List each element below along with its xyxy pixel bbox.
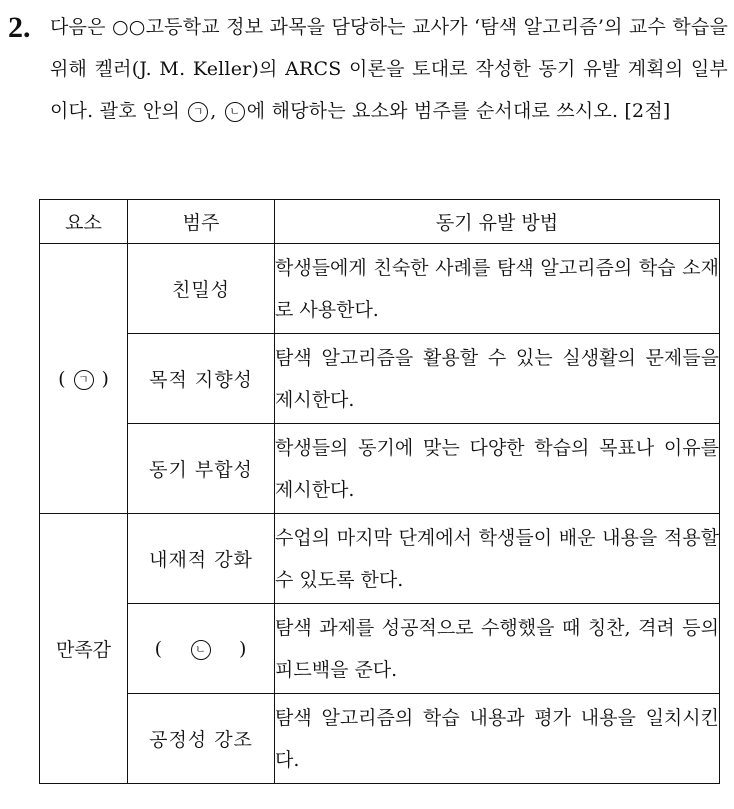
circled-mark-b: ㄴ	[225, 102, 245, 122]
category-cell: 내재적 강화	[128, 514, 275, 604]
paren-close: )	[101, 367, 109, 390]
question-block	[8, 6, 734, 132]
header-method: 동기 유발 방법	[275, 200, 720, 244]
method-cell: 탐색 알고리즘의 학습 내용과 평가 내용을 일치시킨다.	[275, 694, 720, 784]
table-header-row	[40, 200, 720, 244]
circled-mark-b: ㄴ	[191, 640, 211, 660]
paren-open: (	[154, 637, 163, 660]
question-text-part1: 다음은 ○○고등학교 정보 과목을 담당하는 교사가 ‘탐색 알고리즘’의 교수 학습을 위해 켈러(J. M. Keller)의 ARCS 이론을 토대로 작성한 동기 유발 계획의 일부이다. 괄호 안의	[50, 16, 734, 122]
motivation-table	[39, 199, 720, 784]
method-cell: 학생들에게 친숙한 사례를 탐색 알고리즘의 학습 소재로 사용한다.	[275, 244, 720, 334]
paren-open: (	[58, 367, 66, 390]
circled-mark-a: ㄱ	[74, 370, 94, 390]
table-row	[40, 244, 720, 334]
category-cell: 공정성 강조	[128, 694, 275, 784]
category-cell: 목적 지향성	[128, 334, 275, 424]
table-row	[40, 334, 720, 424]
category-cell: 친밀성	[128, 244, 275, 334]
table-row	[40, 514, 720, 604]
header-element: 요소	[40, 200, 128, 244]
category-cell: 동기 부합성	[128, 424, 275, 514]
question-text-part3: 에 해당하는 요소와 범주를 순서대로 쓰시오. [2점]	[246, 100, 671, 122]
method-cell: 학생들의 동기에 맞는 다양한 학습의 목표나 이유를 제시한다.	[275, 424, 720, 514]
table-row	[40, 424, 720, 514]
table-row	[40, 694, 720, 784]
question-text-part2: ,	[210, 100, 223, 122]
element-cell-blank-a	[40, 244, 128, 514]
element-cell-satisfaction: 만족감	[40, 514, 128, 784]
paren-close: )	[239, 637, 248, 660]
circled-mark-a: ㄱ	[188, 102, 208, 122]
question-number: 2.	[8, 11, 31, 44]
question-text	[50, 6, 734, 132]
header-category: 범주	[128, 200, 275, 244]
method-cell: 수업의 마지막 단계에서 학생들이 배운 내용을 적용할 수 있도록 한다.	[275, 514, 720, 604]
category-cell-blank-b	[128, 604, 275, 694]
method-cell: 탐색 알고리즘을 활용할 수 있는 실생활의 문제들을 제시한다.	[275, 334, 720, 424]
method-cell: 탐색 과제를 성공적으로 수행했을 때 칭찬, 격려 등의 피드백을 준다.	[275, 604, 720, 694]
table-row	[40, 604, 720, 694]
